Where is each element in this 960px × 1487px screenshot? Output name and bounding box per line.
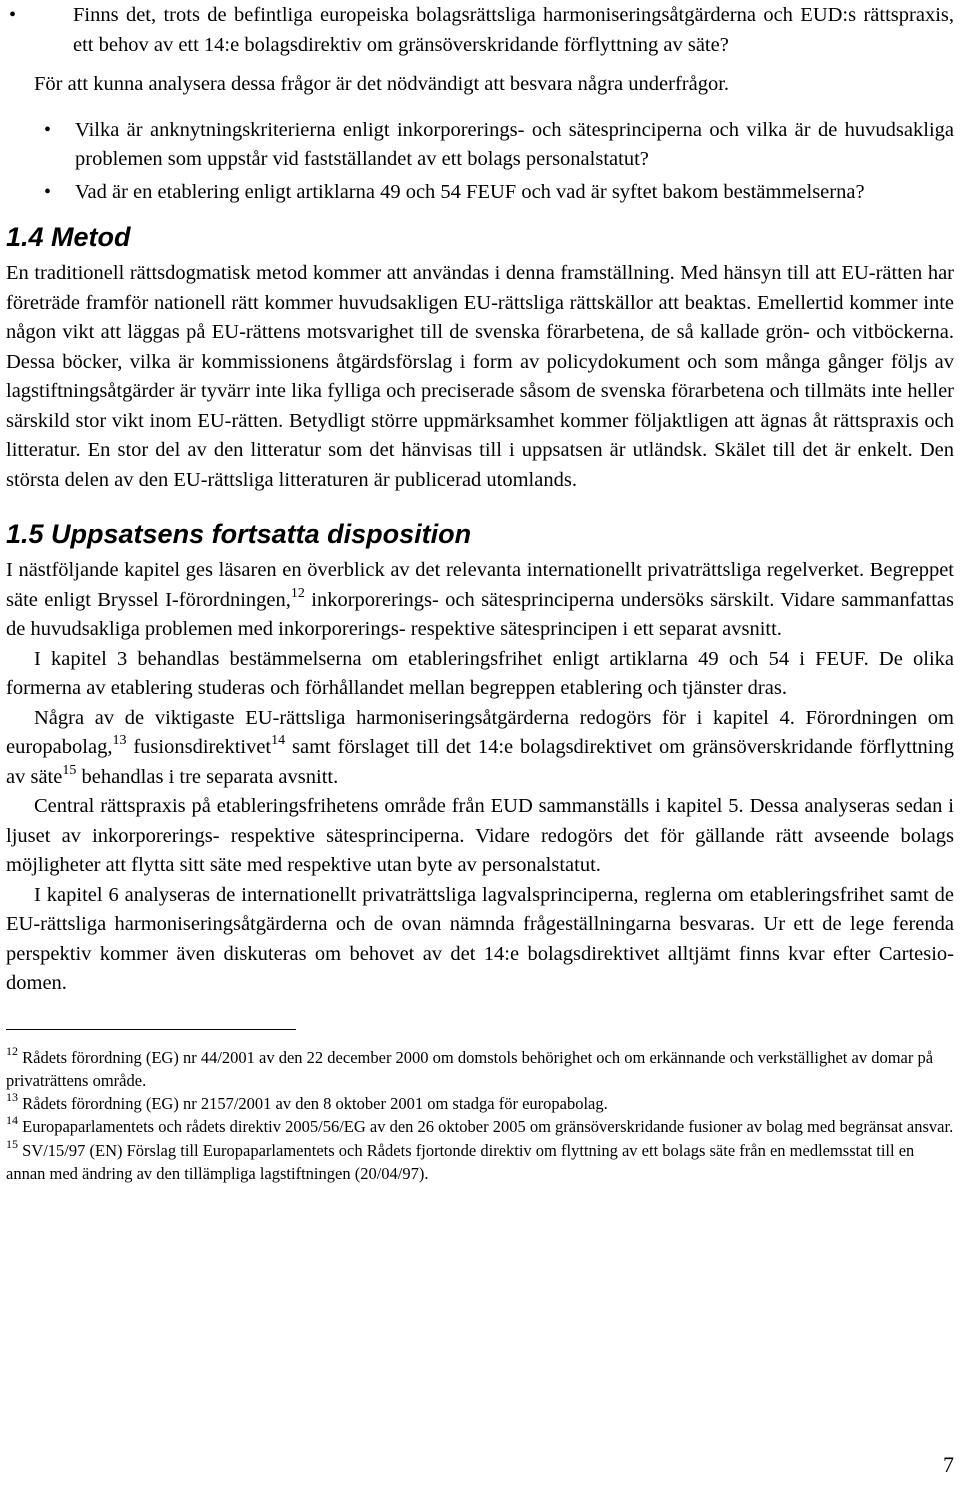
footnote-ref-14[interactable]: 14 — [271, 733, 286, 748]
footnote-ref-12[interactable]: 12 — [290, 585, 305, 601]
disposition-paragraph-4: Central rättspraxis på etableringsfrihetens område från EUD sammanställs i kapitel 5. Dessa analyseras sedan i ljuset av inkorporerings- respektive sätesprinciperna. Vidare redogörs det för gällande rätt avseende bolags möjligheter att flytta sitt säte med respektive utan byte av personalstatut. — [6, 795, 954, 876]
footnote-text: Europaparlamentets och rådets direktiv 2005/56/EG av den 26 oktober 2005 om gränsöverskridande fusioner av bolag med begränsat ansvar. — [22, 1117, 954, 1137]
disposition-paragraph-1 — [6, 556, 954, 645]
footnote-number: 12 — [6, 1043, 18, 1058]
text-run: samt förslaget till det 14:e bolagsdirektivet om gränsöverskridande förflyttning av säte — [6, 736, 955, 788]
question-list — [6, 0, 954, 60]
footnote-number: 14 — [6, 1113, 18, 1128]
text-run: Några av de viktigaste EU-rättsliga harmoniseringsåtgärderna redogörs för i kapitel 4. Förordningen om europabolag, — [6, 706, 954, 758]
text-run: behandlas i tre separata avsnitt. — [76, 765, 339, 788]
footnote-text: Rådets förordning (EG) nr 2157/2001 av den 8 oktober 2001 om stadga för europabolag. — [22, 1094, 608, 1114]
footnote-text: SV/15/97 (EN) Förslag till Europaparlamentets och Rådets fjortonde direktiv om flyttning av ett bolags säte från en medlemsstat till en annan med ändring av den tillämpliga lagstiftningen (20/04/97). — [6, 1140, 915, 1183]
document-page — [6, 0, 954, 1487]
footnote-divider — [6, 1029, 296, 1030]
list-item: • Finns det, trots de befintliga europeiska bolagsrättsliga harmoniseringsåtgärderna och EUD:s rättspraxis, ett behov av ett 14:e bolagsdirektiv om gränsöverskridande förflyttning av säte? — [73, 1, 954, 60]
page-number: 7 — [943, 1452, 954, 1477]
section-heading-disposition: 1.5 Uppsatsens fortsatta disposition — [6, 519, 472, 549]
text-run: inkorporerings- och sätesprinciperna undersöks särskilt. Vidare sammanfattas de huvudsakliga problemen med inkorporerings- respektive sätesprincipen i ett separat avsnitt. — [6, 588, 955, 640]
footnote-ref-13[interactable]: 13 — [112, 733, 127, 748]
footnote — [6, 1043, 954, 1093]
disposition-paragraph-5: I kapitel 6 analyseras de internationellt privaträttsliga lagvalsprinciperna, reglerna om etableringsfrihet samt de EU-rättsliga harmoniseringsåtgärderna och de ovan nämnda frågeställningarna besvaras. Ur ett de lege ferenda perspektiv kommer även diskuteras om behovet av det 14:e bolagsdirektivet alltjämt finns kvar efter Cartesio-domen. — [6, 883, 954, 994]
disposition-paragraph-2: I kapitel 3 behandlas bestämmelserna om etableringsfrihet enligt artiklarna 49 och 54 i FEUF. De olika formerna av etablering studeras och förhållandet mellan begreppen etablering och tjänster dras. — [6, 647, 954, 699]
footnote-ref-15[interactable]: 15 — [62, 762, 77, 778]
footnote — [6, 1092, 954, 1115]
sub-question-list — [6, 116, 954, 208]
section-heading-metod: 1.4 Metod — [6, 222, 131, 252]
text-run: I nästföljande kapitel ges läsaren en överblick av det relevanta internationellt privaträttsliga regelverket. Begreppet säte enligt Bryssel I-förordningen, — [6, 559, 954, 611]
text-run: fusionsdirektivet — [126, 736, 272, 758]
footnote-number: 13 — [6, 1090, 18, 1105]
list-item: • Vilka är anknytningskriterierna enligt inkorporerings- och sätesprinciperna och vilka är de huvudsakliga problemen som uppstår vid fastställandet av ett bolags personalstatut? — [75, 116, 954, 175]
footnote-text: Rådets förordning (EG) nr 44/2001 av den 22 december 2000 om domstols behörighet och om erkännande och verkställighet av domar på privaträttens område. — [6, 1047, 934, 1090]
footnote — [6, 1115, 954, 1138]
list-item: • Vad är en etablering enligt artiklarna 49 och 54 FEUF och vad är syftet bakom bestämmelserna? — [75, 178, 954, 208]
disposition-paragraph-3 — [6, 704, 954, 793]
metod-paragraph: En traditionell rättsdogmatisk metod kommer att användas i denna framställning. Med hänsyn till att EU-rätten har företräde framför nationell rätt kommer huvudsakligen EU-rättsliga rättskällor att beaktas. Emellertid kommer inte någon vikt att läggas på EU-rättens motsvarighet till de svenska förarbetena, de så kallade grön- och vitböckerna. Dessa böcker, vilka är kommissionens åtgärdsförslag i form av policydokument och som många gånger följs av lagstiftningsåtgärder är tyvärr inte lika fylliga och preciserade såsom de svenska förarbetena och tillmäts inte heller särskild stor vikt inom EU-rätten. Betydligt större uppmärksamhet kommer följaktligen att ägnas åt rättspraxis och litteratur. En stor del av den litteratur som det hänvisas till i uppsatsen är utländsk. Skälet till det är enkelt. Den största delen av den EU-rättsliga litteraturen är publicerad utomlands. — [6, 262, 954, 491]
footnote-number: 15 — [6, 1136, 18, 1151]
footnote — [6, 1136, 954, 1186]
intro-paragraph: För att kunna analysera dessa frågor är det nödvändigt att besvara några underfrågor. — [34, 73, 730, 95]
footnotes — [6, 1043, 954, 1186]
